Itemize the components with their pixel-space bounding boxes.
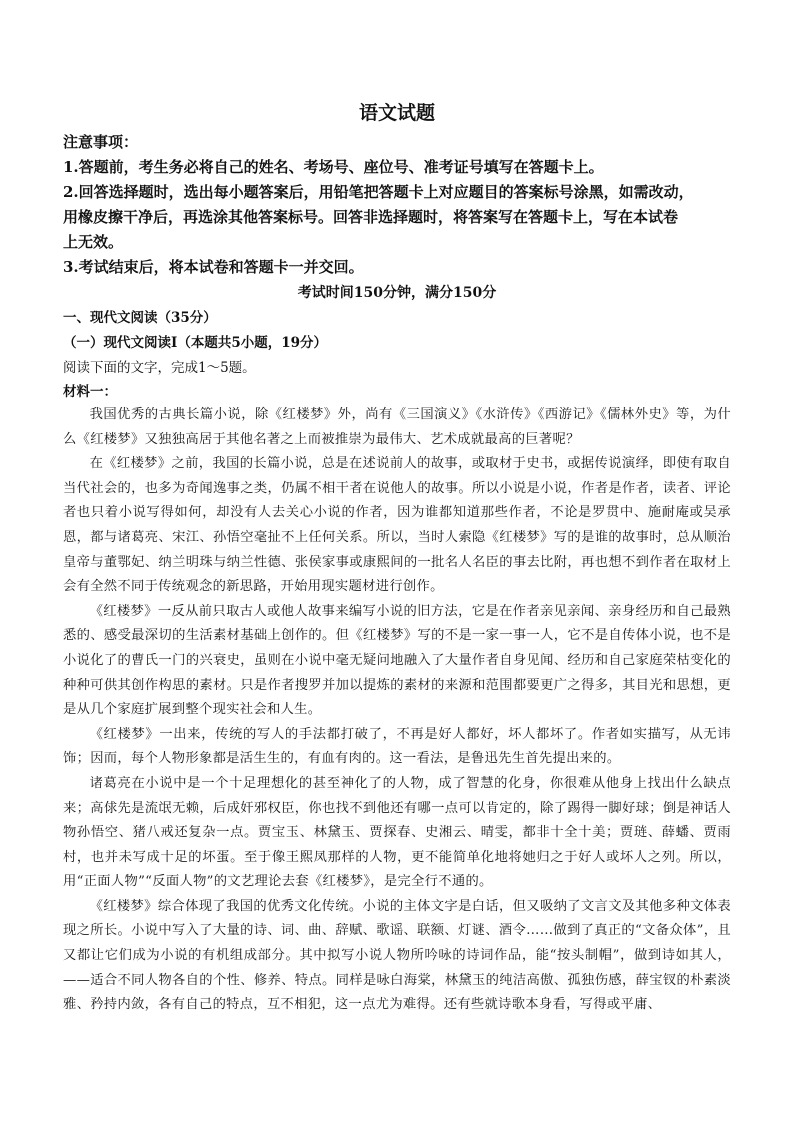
exam-time: 考试时间150分钟，满分150分 [297, 285, 497, 301]
paragraph: 我国优秀的古典长篇小说，除《红楼梦》外，尚有《三国演义》《水浒传》《西游记》《儒林外史》等，为什么《红楼梦》又独独高居于其他名著之上而被推崇为最伟大、艺术成就最高的巨著呢？ [63, 407, 731, 447]
paragraph: 《红楼梦》综合体现了我国的优秀文化传统。小说的主体文字是白话，但又吸纳了文言文及其他多种文体表现之所长。小说中写入了大量的诗、词、曲、辞赋、歌谣、联额、灯谜、酒令……做到了真正的“文备众体”，且又都让它们成为小说的有机组成部分。其中拟写小说人物所吟咏的诗词作品，能“按头制帽”，做到诗如其人，——适合不同人物各自的个性、修养、特点。同样是咏白海棠，林黛玉的纯洁高傲、孤独伤感，薛宝钗的朴素淡雅、矜持内敛，各有自己的特点，互不相犯，这一点尤为难得。还有些就诗歌本身看，写得或平庸、 [63, 898, 731, 1013]
material-body [63, 403, 731, 1018]
page-title: 语文试题 [358, 102, 435, 124]
notice-item-2a: 2.回答选择题时，选出每小题答案后，用铅笔把答题卡上对应题目的答案标号涂黑，如需改动， [63, 183, 694, 201]
notice-item-2b: 用橡皮擦干净后，再选涂其他答案标号。回答非选择题时，将答案写在答题卡上，写在本试卷 [63, 208, 679, 226]
reading-instruction: 阅读下面的文字，完成1～5题。 [63, 360, 256, 376]
material-label: 材料一： [63, 384, 117, 400]
subsection-heading: （一）现代文阅读Ⅰ（本题共5小题，19分） [63, 335, 327, 351]
paragraph: 在《红楼梦》之前，我国的长篇小说，总是在述说前人的故事，或取材于史书，或据传说演绎，即使有取自当代社会的，也多为奇闻逸事之类，仍属不相干者在说他人的故事。所以小说是小说，作者是作者，读者、评论者也只着小说写得如何，却没有人去关心小说的作者，因为谁都知道那些作者，不论是罗贯中、施耐庵或吴承恩，都与诸葛亮、宋江、孙悟空毫扯不上任何关系。所以，当时人索隐《红楼梦》写的是谁的故事时，总从顺治皇帝与董鄂妃、纳兰明珠与纳兰性德、张侯家事或康熙间的一批名人名臣的事去比附，再也想不到作者在取材上会有全然不同于传统观念的新思路，开始用现实题材进行创作。 [63, 456, 731, 595]
notice-item-1: 1.答题前，考生务必将自己的姓名、考场号、座位号、准考证号填写在答题卡上。 [63, 158, 604, 176]
paragraph: 诸葛亮在小说中是一个十足理想化的甚至神化了的人物，成了智慧的化身，你很难从他身上找出什么缺点来；高俅先是流氓无赖，后成奸邪权臣，你也找不到他还有哪一点可以肯定的，除了踢得一脚好球；倒是神话人物孙悟空、猪八戒还复杂一点。贾宝玉、林黛玉、贾探春、史湘云、晴雯，都非十全十美；贾琏、薛蟠、贾雨村，也并未写成十足的坏蛋。至于像王熙凤那样的人物，更不能简单化地将她归之于好人或坏人之列。所以，用“正面人物”“反面人物”的文艺理论去套《红楼梦》，是完全行不通的。 [63, 775, 731, 890]
notice-item-2c: 上无效。 [63, 233, 124, 251]
paragraph: 《红楼梦》一反从前只取古人或他人故事来编写小说的旧方法，它是在作者亲见亲闻、亲身经历和自己最熟悉的、感受最深切的生活素材基础上创作的。但《红楼梦》写的不是一家一事一人，它不是自传体小说，也不是小说化了的曹氏一门的兴衰史，虽则在小说中毫无疑问地融入了大量作者自身见闻、经历和自己家庭荣枯变化的种种可供其创作构思的素材。只是作者搜罗并加以提炼的素材的来源和范围都要更广之得多，其目光和思想，更是从几个家庭扩展到整个现实社会和人生。 [63, 603, 731, 718]
notice-heading: 注意事项： [63, 133, 139, 151]
paragraph: 《红楼梦》一出来，传统的写人的手法都打破了，不再是好人都好，坏人都坏了。作者如实描写，从无讳饰；因而，每个人物形象都是活生生的，有血有肉的。这一看法，是鲁迅先生首先提出来的。 [63, 726, 731, 767]
notice-block [63, 130, 753, 280]
notice-item-3: 3.考试结束后，将本试卷和答题卡一并交回。 [63, 258, 364, 276]
section-heading: 一、现代文阅读（35分） [63, 310, 217, 326]
